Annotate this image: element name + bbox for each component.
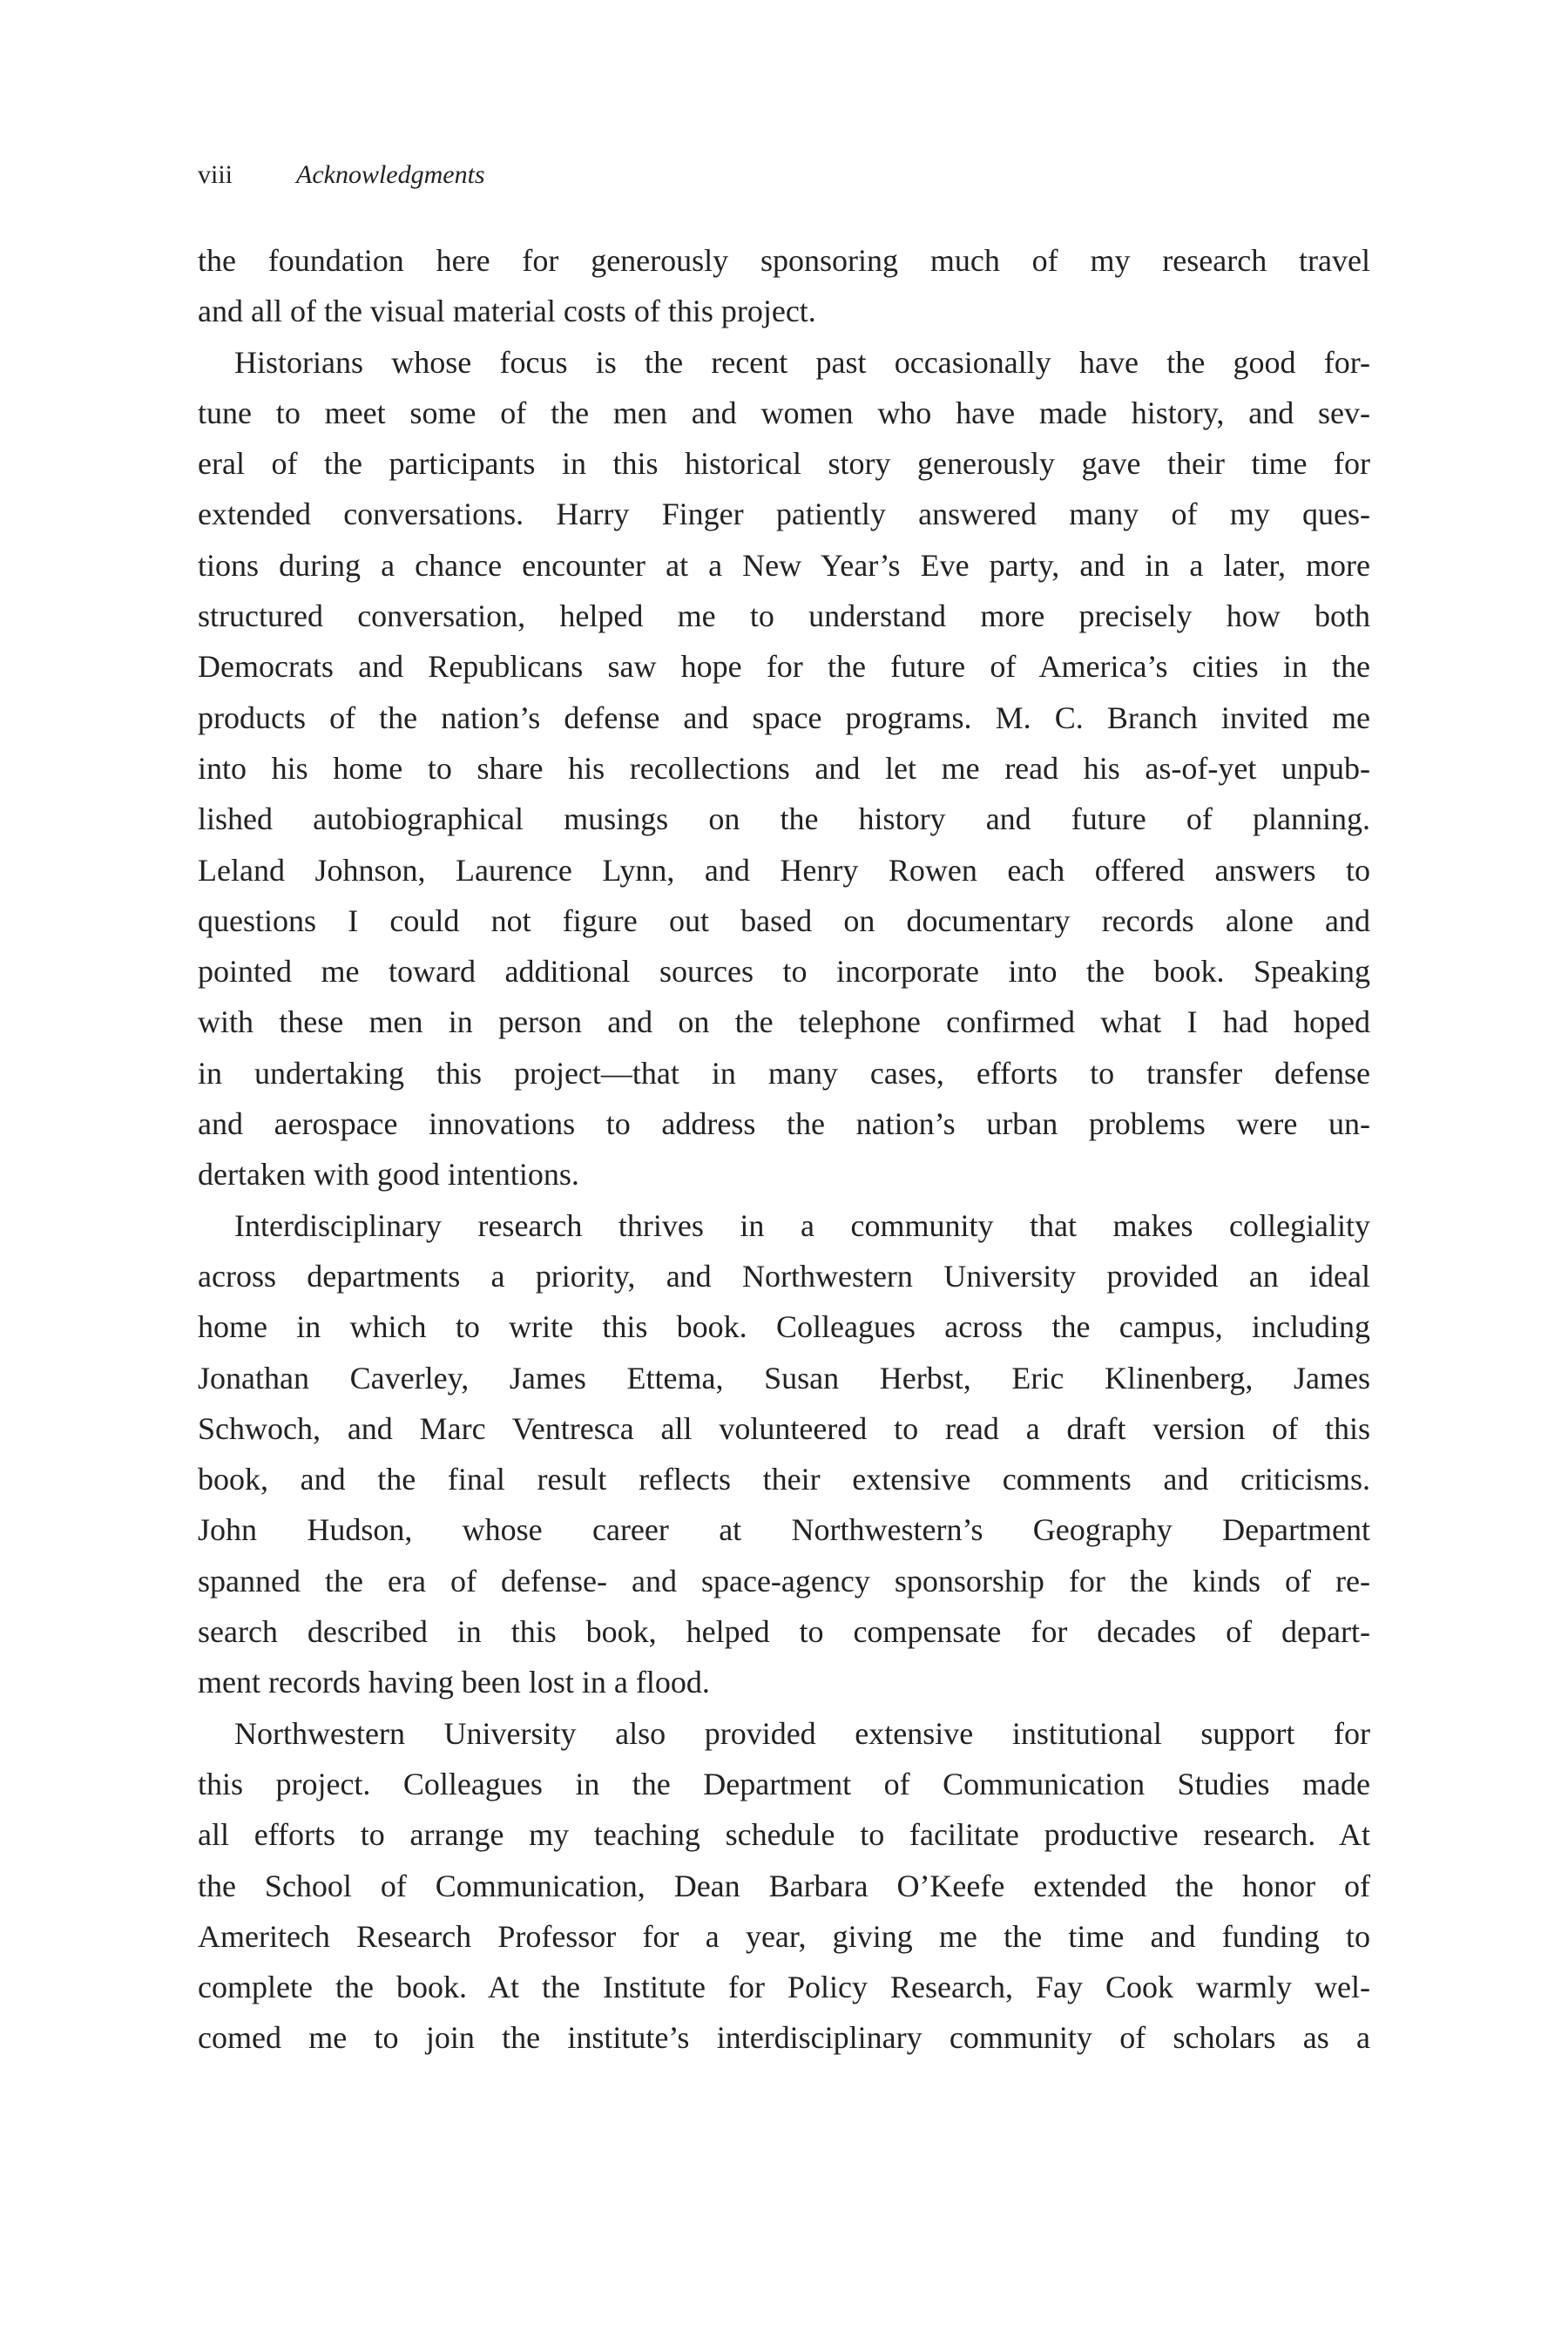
text-line: tune to meet some of the men and women who have made history, and sev- (198, 395, 1370, 430)
text-line: spanned the era of defense- and space-agency sponsorship for the kinds of re- (198, 1563, 1370, 1598)
text-line: Jonathan Caverley, James Ettema, Susan Herbst, Eric Klinenberg, James (198, 1360, 1370, 1396)
running-head-title: Acknowledgments (296, 160, 485, 189)
paragraph (198, 1200, 1370, 1708)
text-line: home in which to write this book. Colleagues across the campus, including (198, 1309, 1370, 1345)
paragraph (198, 1708, 1370, 2064)
text-line: Northwestern University also provided extensive institutional support for (234, 1715, 1370, 1751)
text-line: into his home to share his recollections and let me read his as-of-yet unpub- (198, 750, 1370, 786)
text-line: search described in this book, helped to compensate for decades of depart- (198, 1614, 1370, 1650)
text-line: Schwoch, and Marc Ventresca all volunteered to read a draft version of this (198, 1410, 1370, 1446)
text-line: pointed me toward additional sources to incorporate into the book. Speaking (198, 954, 1370, 990)
text-line: Democrats and Republicans saw hope for the future of America’s cities in the (198, 649, 1370, 685)
text-line: across departments a priority, and Northwestern University provided an ideal (198, 1258, 1370, 1294)
text-line: in undertaking this project—that in many cases, efforts to transfer defense (198, 1055, 1370, 1091)
text-line: products of the nation’s defense and space programs. M. C. Branch invited me (198, 700, 1370, 735)
text-line: and all of the visual material costs of this project. (198, 294, 816, 329)
running-head (198, 158, 485, 193)
text-line: the foundation here for generously sponsoring much of my research travel (198, 243, 1370, 278)
paragraph (198, 235, 1370, 337)
paragraph (198, 337, 1370, 1200)
text-line: this project. Colleagues in the Department of Communication Studies made (198, 1766, 1370, 1801)
text-line: with these men in person and on the telephone confirmed what I had hoped (198, 1004, 1370, 1040)
text-line: complete the book. At the Institute for Policy Research, Fay Cook warmly wel- (198, 1970, 1370, 2005)
text-line: ment records having been lost in a flood. (198, 1665, 710, 1700)
text-line: the School of Communication, Dean Barbara O’Keefe extended the honor of (198, 1868, 1370, 1903)
text-line: Historians whose focus is the recent past occasionally have the good for- (234, 344, 1370, 380)
body-text (198, 235, 1370, 2064)
text-line: extended conversations. Harry Finger patiently answered many of my ques- (198, 497, 1370, 532)
text-line: eral of the participants in this historical story generously gave their time for (198, 446, 1370, 482)
text-line: dertaken with good intentions. (198, 1157, 579, 1193)
text-line: comed me to join the institute’s interdisciplinary community of scholars as a (198, 2020, 1370, 2056)
text-line: book, and the final result reflects their extensive comments and criticisms. (198, 1462, 1370, 1497)
text-line: tions during a chance encounter at a New Year’s Eve party, and in a later, more (198, 547, 1370, 583)
page-number: viii (198, 160, 233, 189)
text-line: lished autobiographical musings on the history and future of planning. (198, 801, 1370, 837)
text-line: all efforts to arrange my teaching schedule to facilitate productive research. At (198, 1817, 1370, 1853)
text-line: Ameritech Research Professor for a year, giving me the time and funding to (198, 1918, 1370, 1954)
text-line: Leland Johnson, Laurence Lynn, and Henry Rowen each offered answers to (198, 852, 1370, 888)
text-line: and aerospace innovations to address the nation’s urban problems were un- (198, 1106, 1370, 1142)
text-line: John Hudson, whose career at Northwestern’s Geography Department (198, 1512, 1370, 1548)
text-line: structured conversation, helped me to understand more precisely how both (198, 598, 1370, 634)
text-line: Interdisciplinary research thrives in a community that makes collegiality (234, 1207, 1370, 1243)
text-line: questions I could not figure out based on documentary records alone and (198, 902, 1370, 938)
